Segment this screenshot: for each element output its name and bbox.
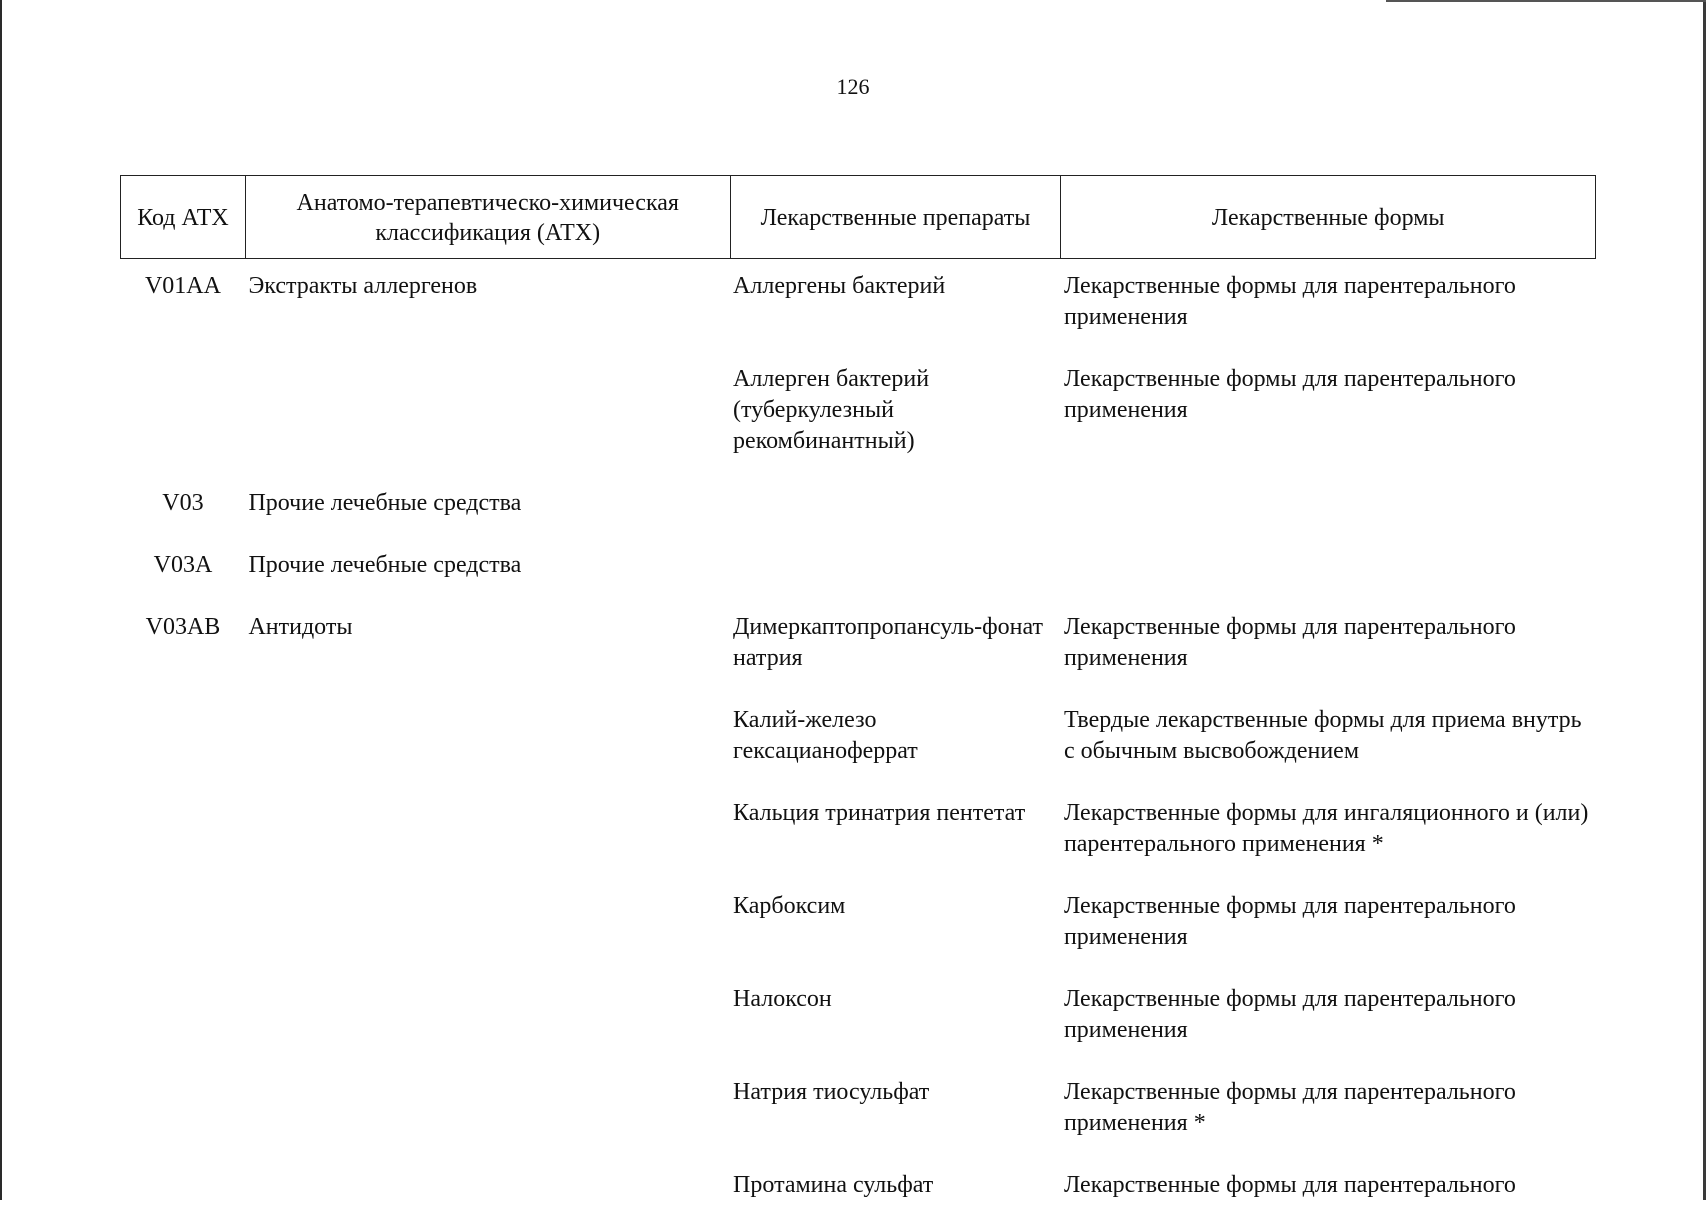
atc-code-cell bbox=[121, 787, 246, 880]
atc-code-cell bbox=[121, 694, 246, 787]
drug-cell: Аллерген бактерий (туберкулезный рекомбинантный) bbox=[730, 353, 1061, 477]
atc-code-cell bbox=[121, 880, 246, 973]
drug-cell: Аллергены бактерий bbox=[730, 259, 1061, 354]
scan-edge-left bbox=[0, 0, 2, 1200]
drug-cell: Карбоксим bbox=[730, 880, 1061, 973]
dosage-form-cell: Твердые лекарственные формы для приема внутрь с обычным высвобождением bbox=[1061, 694, 1596, 787]
table-row bbox=[121, 694, 1596, 787]
dosage-form-cell: Лекарственные формы для парентерального применения bbox=[1061, 353, 1596, 477]
drug-cell: Налоксон bbox=[730, 973, 1061, 1066]
classification-cell bbox=[245, 1159, 730, 1221]
table-row bbox=[121, 1159, 1596, 1221]
classification-cell: Экстракты аллергенов bbox=[245, 259, 730, 354]
dosage-form-cell: Лекарственные формы для парентерального bbox=[1061, 1159, 1596, 1221]
classification-cell: Прочие лечебные средства bbox=[245, 477, 730, 539]
dosage-form-cell bbox=[1061, 539, 1596, 601]
page-number: 126 bbox=[0, 74, 1706, 100]
drug-cell: Кальция тринатрия пентетат bbox=[730, 787, 1061, 880]
classification-cell bbox=[245, 787, 730, 880]
atc-code-cell: V03A bbox=[121, 539, 246, 601]
classification-cell bbox=[245, 694, 730, 787]
table-row bbox=[121, 880, 1596, 973]
classification-cell: Антидоты bbox=[245, 601, 730, 694]
dosage-form-cell bbox=[1061, 477, 1596, 539]
drug-cell: Протамина сульфат bbox=[730, 1159, 1061, 1221]
table-row bbox=[121, 601, 1596, 694]
table-body bbox=[121, 259, 1596, 1221]
table-row bbox=[121, 539, 1596, 601]
dosage-form-cell: Лекарственные формы для парентерального применения bbox=[1061, 601, 1596, 694]
dosage-form-cell: Лекарственные формы для парентерального применения bbox=[1061, 973, 1596, 1066]
atc-code-cell bbox=[121, 973, 246, 1066]
table-row bbox=[121, 973, 1596, 1066]
atc-code-cell: V03 bbox=[121, 477, 246, 539]
atc-code-cell: V03AB bbox=[121, 601, 246, 694]
classification-cell: Прочие лечебные средства bbox=[245, 539, 730, 601]
dosage-form-cell: Лекарственные формы для парентерального применения * bbox=[1061, 1066, 1596, 1159]
atc-table bbox=[120, 175, 1596, 1221]
atc-code-cell bbox=[121, 1159, 246, 1221]
table-header bbox=[121, 176, 1596, 259]
header-drugs: Лекарственные препараты bbox=[730, 176, 1061, 259]
classification-cell bbox=[245, 973, 730, 1066]
drug-cell bbox=[730, 477, 1061, 539]
table-row bbox=[121, 353, 1596, 477]
header-row bbox=[121, 176, 1596, 259]
classification-cell bbox=[245, 1066, 730, 1159]
table-row bbox=[121, 477, 1596, 539]
drug-cell: Натрия тиосульфат bbox=[730, 1066, 1061, 1159]
table-row bbox=[121, 1066, 1596, 1159]
classification-cell bbox=[245, 353, 730, 477]
drug-cell: Димеркаптопропансуль-фонат натрия bbox=[730, 601, 1061, 694]
atc-code-cell bbox=[121, 1066, 246, 1159]
scan-edge-top bbox=[1386, 0, 1706, 2]
atc-code-cell: V01AA bbox=[121, 259, 246, 354]
header-classification: Анатомо-терапевтическо-химическая классификация (АТХ) bbox=[245, 176, 730, 259]
dosage-form-cell: Лекарственные формы для ингаляционного и (или) парентерального применения * bbox=[1061, 787, 1596, 880]
drug-cell: Калий-железо гексацианоферрат bbox=[730, 694, 1061, 787]
table-row bbox=[121, 259, 1596, 354]
classification-cell bbox=[245, 880, 730, 973]
drug-cell bbox=[730, 539, 1061, 601]
atc-code-cell bbox=[121, 353, 246, 477]
header-dosage-forms: Лекарственные формы bbox=[1061, 176, 1596, 259]
table-row bbox=[121, 787, 1596, 880]
dosage-form-cell: Лекарственные формы для парентерального применения bbox=[1061, 259, 1596, 354]
header-atc-code: Код АТХ bbox=[121, 176, 246, 259]
dosage-form-cell: Лекарственные формы для парентерального применения bbox=[1061, 880, 1596, 973]
